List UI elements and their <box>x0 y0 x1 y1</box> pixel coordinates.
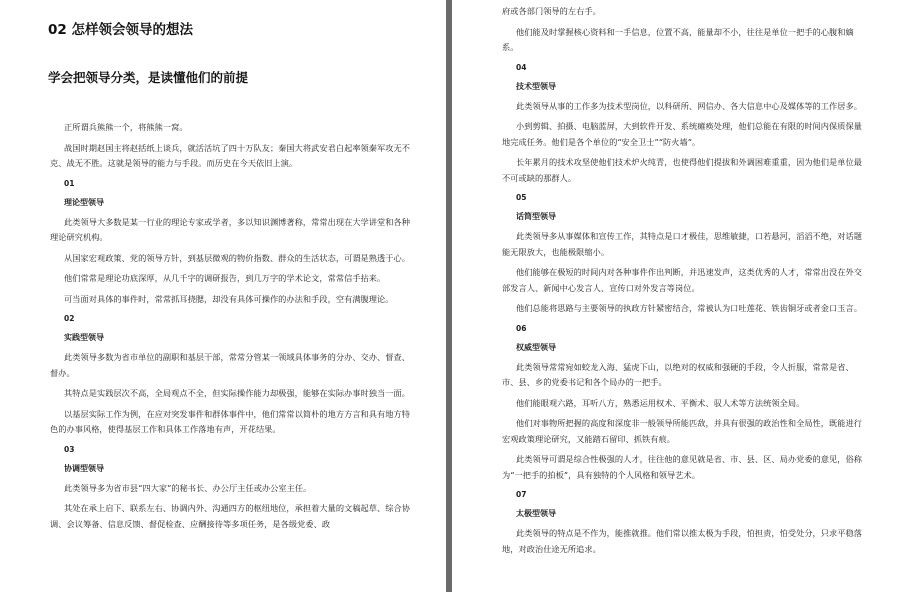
body-paragraph: 此类领导大多数是某一行业的理论专家或学者，多以知识渊博著称，常常出现在大学讲堂和各种理论研究机构。 <box>50 216 410 242</box>
body-paragraph: 他们总能将思路与主要领导的执政方针紧密结合，常被认为口吐莲花、铁齿铜牙或者金口玉言。 <box>516 303 862 313</box>
section-number: 02 <box>64 314 75 323</box>
body-paragraph: 长年累月的技术攻坚使他们技术炉火纯青，也使得他们提拔和外调困难重重，因为他们是单位最不可或缺的那群人。 <box>502 157 862 183</box>
section-heading: 技术型领导 <box>516 81 556 91</box>
body-paragraph: 此类领导常常宛如蛟龙入海、猛虎下山，以绝对的权威和强硬的手段，令人折服，常常是省、市、县、乡的党委书记和各个局办的一把手。 <box>502 361 854 387</box>
body-paragraph: 其特点是实践层次不高，全局观点不全，但实际操作能力却极强，能够在实际办事时独当一面。 <box>64 388 410 398</box>
body-paragraph: 此类领导多为省市县“四大家”的秘书长、办公厅主任或办公室主任。 <box>64 482 312 493</box>
body-paragraph: 从国家宏观政策、党的领导方针，到基层微观的物价指数、群众的生活状态，可谓是熟透于心。 <box>64 252 410 263</box>
body-paragraph: 以基层实际工作为例，在应对突发事件和群体事件中，他们常常以简朴的地方方言和具有地方特色的办事风格，使得基层工作和具体工作落地有声，开花结果。 <box>50 408 410 434</box>
section-heading: 理论型领导 <box>64 197 104 207</box>
body-paragraph: 他们能够在极短的时间内对各种事件作出判断，并迅速发声，这类优秀的人才，常常出没在外交部发言人、新闻中心发言人、宣传口对外发言等岗位。 <box>502 267 862 293</box>
section-heading: 太极型领导 <box>516 509 556 518</box>
body-paragraph: 小到剪辑、拍摄、电脑蓝屏，大到软件开发、系统瘫痪处理，他们总能在有限的时间内保质保量地完成任务。他们是各个单位的“安全卫士”“防火墙”。 <box>502 121 862 147</box>
section-number: 03 <box>64 444 75 454</box>
body-paragraph: 他们对事物所把握的高度和深度非一般领导所能匹敌，并具有很强的政治性和全局性，既能进行宏观政策理论研究，又能踏石留印、抓铁有痕。 <box>502 418 862 444</box>
right-page <box>452 0 900 592</box>
body-paragraph: 此类领导可谓是综合性极强的人才，往往他的意见就是省、市、县、区、局办党委的意见，俗称为“一把手的拍板”，具有独特的个人风格和领导艺术。 <box>502 454 862 480</box>
intro-paragraph: 战国时期赵国主将赵括纸上谈兵，就活活坑了四十万队友；秦国大将武安君白起率领秦军攻无不克、战无不胜。这就是领导的能力与手段。而历史在今天依旧上演。 <box>50 142 410 168</box>
body-paragraph: 此类领导多数为省市单位的副职和基层干部，常常分管某一领域具体事务的分办、交办、督查、督办。 <box>50 352 410 378</box>
section-number: 06 <box>516 323 527 333</box>
section-heading: 实践型领导 <box>64 333 104 342</box>
body-paragraph: 此类领导的特点是不作为，能推就推。他们常以推太极为手段，怕担责，怕受处分，只求平稳落地，对政治仕途无所追求。 <box>502 528 862 554</box>
intro-paragraph: 正所谓兵熊熊一个，将熊熊一窝。 <box>64 122 188 132</box>
section-number: 04 <box>516 62 527 72</box>
section-number: 01 <box>64 178 75 188</box>
left-page <box>0 0 446 592</box>
body-paragraph: 他们常常是理论功底深厚，从几千字的调研报告，到几万字的学术论文，常常信手拈来。 <box>64 273 386 283</box>
continued-paragraph: 府或各部门领导的左右手。 <box>502 6 601 16</box>
body-paragraph: 此类领导从事的工作多为技术型岗位，以科研所、网信办、各大信息中心及媒体等的工作居多。 <box>516 100 862 111</box>
body-paragraph: 此类领导多从事媒体和宣传工作，其特点是口才极佳，思维敏捷，口若悬河，滔滔不绝，对话题能无限放大，也能极限缩小。 <box>502 231 862 257</box>
section-heading: 话筒型领导 <box>516 212 556 221</box>
page-subtitle: 学会把领导分类，是读懂他们的前提 <box>48 70 249 85</box>
body-paragraph: 他们能及时掌握核心资料和一手信息，位置不高，能量却不小，往往是单位一把手的心腹和嫡系。 <box>502 26 854 52</box>
section-heading: 权威型领导 <box>516 342 556 352</box>
section-number: 07 <box>516 490 527 499</box>
body-paragraph: 他们能眼观六路，耳听八方，熟悉运用权术、平衡术、驭人术等方法统领全局。 <box>516 397 805 408</box>
page-title: 02 怎样领会领导的想法 <box>48 22 193 38</box>
section-heading: 协调型领导 <box>64 463 104 473</box>
body-paragraph: 其处在承上启下、联系左右、协调内外、沟通四方的枢纽地位，承担着大量的文稿起草、综合协调、会议筹备、信息反馈、督促检查、应酬接待等多项任务，是各级党委、政 <box>50 503 410 529</box>
section-number: 05 <box>516 193 527 202</box>
body-paragraph: 可当面对具体的事件时，常常抓耳挠腮，却没有具体可操作的办法和手段，空有满腹理论。 <box>64 293 394 304</box>
